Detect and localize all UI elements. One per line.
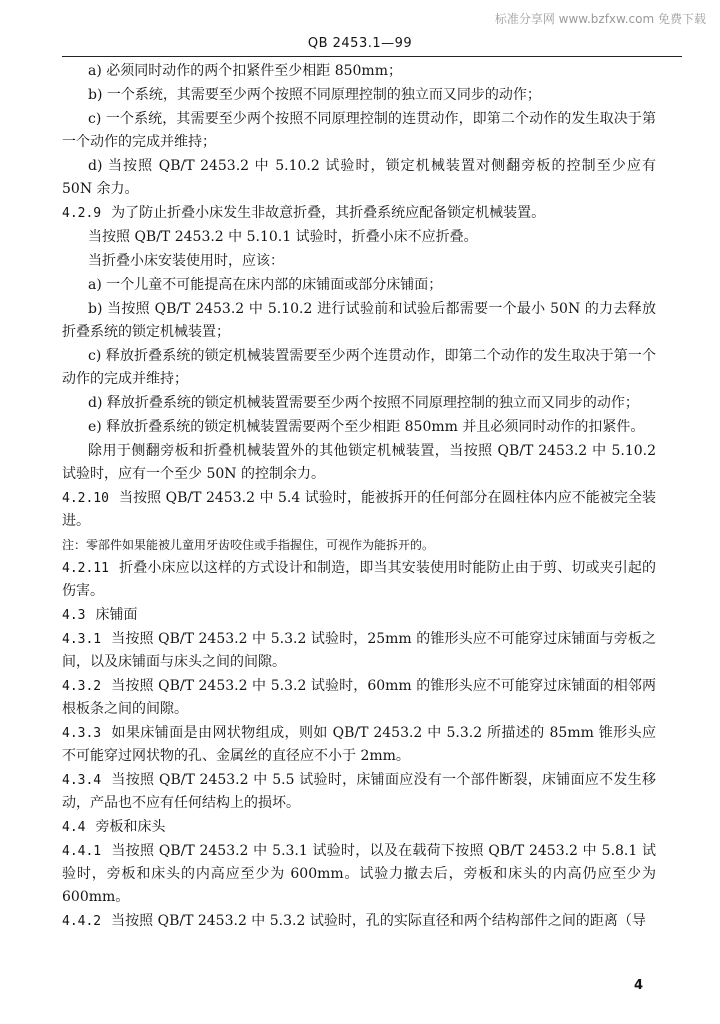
header-rule	[62, 56, 682, 57]
clause-number: 4.3.1	[62, 632, 102, 647]
clause-number: 4.2.11	[62, 561, 109, 576]
clause-paragraph	[62, 274, 656, 297]
paragraph-text: a) 必须同时动作的两个扣紧件至少相距 850mm；	[88, 63, 402, 79]
paragraph-text: d) 释放折叠系统的锁定机械装置需要至少两个按照不同原理控制的独立而又同步的动作；	[88, 395, 639, 411]
paragraph-text: 为了防止折叠小床发生非故意折叠，其折叠系统应配备锁定机械装置。	[111, 205, 546, 221]
paragraph-text: 旁板和床头	[95, 819, 166, 835]
clause-paragraph	[62, 628, 656, 674]
clause-paragraph	[62, 60, 656, 83]
clause-paragraph	[62, 108, 656, 154]
clause-paragraph	[62, 84, 656, 107]
clause-paragraph	[62, 487, 656, 533]
clause-paragraph	[62, 910, 656, 933]
document-body	[62, 60, 656, 934]
clause-paragraph	[62, 840, 656, 909]
page-number: 4	[634, 978, 644, 993]
standard-header: QB 2453.1—99	[307, 36, 413, 51]
paragraph-text: 当按照 QB/T 2453.2 中 5.4 试验时，能被拆开的任何部分在圆柱体内应不能被完全装进。	[62, 490, 656, 529]
clause-paragraph	[62, 604, 656, 627]
clause-paragraph	[62, 416, 656, 439]
watermark: 标准分享网 www.bzfxw.com 免费下载	[494, 12, 706, 26]
clause-paragraph	[62, 722, 656, 768]
paragraph-text: c) 释放折叠系统的锁定机械装置需要至少两个连贯动作，即第二个动作的发生取决于第一个动作的完成并维持；	[62, 348, 656, 387]
paragraph-text: 当按照 QB/T 2453.2 中 5.10.1 试验时，折叠小床不应折叠。	[88, 229, 478, 245]
note-paragraph	[62, 534, 656, 556]
paragraph-text: 如果床铺面是由网状物组成，则如 QB/T 2453.2 中 5.3.2 所描述的 85mm 锥形头应不可能穿过网状物的孔、金属丝的直径应不小于 2mm。	[62, 725, 656, 764]
clause-number: 4.4.1	[62, 844, 102, 859]
paragraph-text: e) 释放折叠系统的锁定机械装置需要两个至少相距 850mm 并且必须同时动作的扣紧件。	[88, 419, 645, 435]
clause-paragraph	[62, 392, 656, 415]
paragraph-text: c) 一个系统，其需要至少两个按照不同原理控制的连贯动作，即第二个动作的发生取决于第一个动作的完成并维持；	[62, 111, 656, 150]
clause-number: 4.3.3	[62, 726, 102, 741]
paragraph-text: 注：零部件如果能被儿童用牙齿咬住或手指握住，可视作为能拆开的。	[62, 538, 435, 552]
paragraph-text: 除用于侧翻旁板和折叠机械装置外的其他锁定机械装置，当按照 QB/T 2453.2 中 5.10.2 试验时，应有一个至少 50N 的控制余力。	[62, 443, 656, 482]
clause-paragraph	[62, 769, 656, 815]
paragraph-text: d) 当按照 QB/T 2453.2 中 5.10.2 试验时，锁定机械装置对侧翻旁板的控制至少应有 50N 余力。	[62, 158, 656, 197]
paragraph-text: b) 当按照 QB/T 2453.2 中 5.10.2 进行试验前和试验后都需要一个最小 50N 的力去释放折叠系统的锁定机械装置；	[62, 301, 656, 340]
paragraph-text: 当按照 QB/T 2453.2 中 5.3.1 试验时，以及在载荷下按照 QB/T 2453.2 中 5.8.1 试验时，旁板和床头的内高应至少为 600mm。试验力撤去后，旁板和床头的内高仍应至少为 600mm。	[62, 843, 656, 905]
clause-number: 4.3.2	[62, 679, 102, 694]
clause-number: 4.3	[62, 608, 86, 623]
paragraph-text: 当按照 QB/T 2453.2 中 5.3.2 试验时，孔的实际直径和两个结构部件之间的距离（导	[111, 913, 646, 929]
clause-number: 4.4	[62, 820, 86, 835]
paragraph-text: 床铺面	[95, 607, 138, 623]
clause-paragraph	[62, 226, 656, 249]
paragraph-text: 当按照 QB/T 2453.2 中 5.3.2 试验时，25mm 的锥形头应不可能穿过床铺面与旁板之间，以及床铺面与床头之间的间隙。	[62, 631, 656, 670]
paragraph-text: 当按照 QB/T 2453.2 中 5.5 试验时，床铺面应没有一个部件断裂，床铺面应不发生移动，产品也不应有任何结构上的损坏。	[62, 772, 656, 811]
paragraph-text: a) 一个儿童不可能提高在床内部的床铺面或部分床铺面；	[88, 277, 443, 293]
paragraph-text: b) 一个系统，其需要至少两个按照不同原理控制的独立而又同步的动作；	[88, 87, 541, 103]
clause-number: 4.3.4	[62, 773, 102, 788]
clause-paragraph	[62, 345, 656, 391]
clause-paragraph	[62, 557, 656, 603]
paragraph-text: 当按照 QB/T 2453.2 中 5.3.2 试验时，60mm 的锥形头应不可能穿过床铺面的相邻两根板条之间的间隙。	[62, 678, 656, 717]
clause-number: 4.4.2	[62, 914, 102, 929]
clause-paragraph	[62, 202, 656, 225]
paragraph-text: 当折叠小床安装使用时，应该：	[88, 253, 284, 269]
clause-paragraph	[62, 155, 656, 201]
clause-paragraph	[62, 675, 656, 721]
clause-paragraph	[62, 250, 656, 273]
clause-number: 4.2.10	[62, 491, 109, 506]
clause-paragraph	[62, 816, 656, 839]
clause-paragraph	[62, 440, 656, 486]
clause-number: 4.2.9	[62, 206, 102, 221]
paragraph-text: 折叠小床应以这样的方式设计和制造，即当其安装使用时能防止由于剪、切或夹引起的伤害。	[62, 560, 656, 599]
clause-paragraph	[62, 298, 656, 344]
